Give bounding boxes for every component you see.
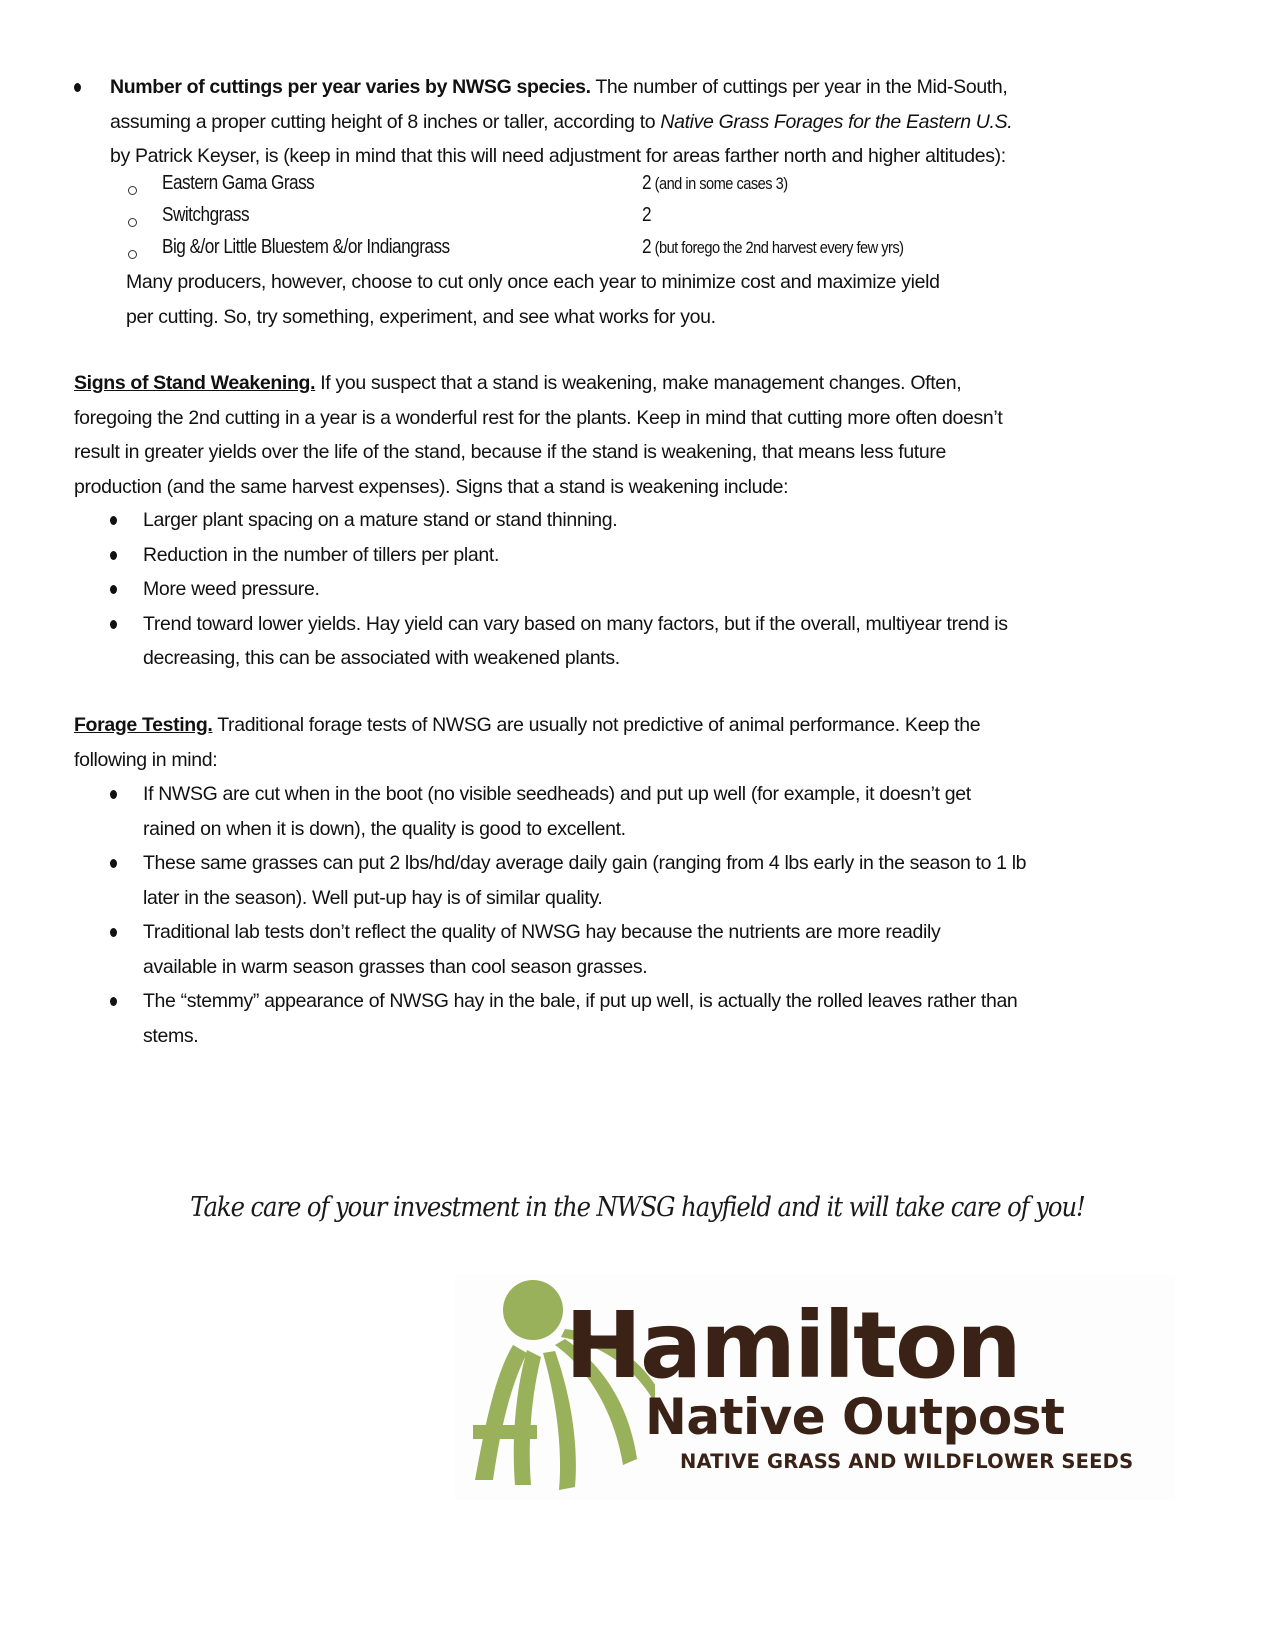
logo-tagline: NATIVE GRASS AND WILDFLOWER SEEDS [680,1450,1134,1473]
bullet-icon [110,516,117,525]
list-item-line: Larger plant spacing on a mature stand or stand thinning. [143,509,618,531]
bullet-icon [110,997,117,1006]
bullet-icon [110,928,117,937]
list-item-line: later in the season). Well put-up hay is of similar quality. [143,886,603,909]
sub-bullet-circle-icon [128,218,137,227]
species-name: Big &/or Little Bluestem &/or Indiangrass [162,236,450,258]
species-cuttings [642,236,904,259]
sub-bullet-circle-icon [128,186,137,195]
logo-name-line-1: Hamilton [565,1292,1020,1399]
bullet-icon [74,83,81,92]
cuttings-closing: Many producers, however, choose to cut only once each year to minimize cost and maximize yield per cutting. So, try something, experiment, and see what works for you. [126,271,940,328]
list-item-line: stems. [143,1024,199,1047]
list-item-line: If NWSG are cut when in the boot (no visible seedheads) and put up well (for example, it doesn’t get [143,783,971,805]
logo-name-line-2: Native Outpost [645,1388,1065,1446]
bullet-icon [110,551,117,560]
list-item-line: More weed pressure. [143,578,320,600]
cuttings-line-3: by Patrick Keyser, is (keep in mind that this will need adjustment for areas farther north and higher altitudes): [110,145,1006,167]
list-item-line: available in warm season grasses than cool season grasses. [143,955,648,978]
logo-cone [503,1280,563,1340]
weakening-paragraph: Signs of Stand Weakening. If you suspect that a stand is weakening, make management changes. Often, foregoing the 2nd cutting in a year is a wonderful rest for the plants. Keep in mind that cutting more often doesn’t result in greater yields over the life of the stand, because if the stand is weakening, that means less future production (and the same harvest expenses). Signs that a stand is weakening include: [74,372,1003,498]
species-name: Eastern Gama Grass [162,172,315,194]
bullet-icon [110,620,117,629]
cuttings-lead: Number of cuttings per year varies by NWSG species. [110,76,591,98]
species-cuttings [642,204,651,227]
list-item-line: These same grasses can put 2 lbs/hd/day average daily gain (ranging from 4 lbs early in the season to 1 lb [143,852,1027,874]
cuttings-count: 2 [642,236,652,258]
list-item-line: Reduction in the number of tillers per plant. [143,543,500,566]
book-title: Native Grass Forages for the Eastern U.S. [660,110,1013,133]
species-cuttings [642,172,788,195]
forage-heading: Forage Testing. [74,714,213,736]
species-name: Switchgrass [162,204,250,226]
cuttings-line-1: Number of cuttings per year varies by NWSG species. The number of cuttings per year in the Mid-South, [110,76,1008,98]
weakening-heading: Signs of Stand Weakening. [74,372,316,394]
cuttings-count: 2 [642,172,652,194]
list-item-line: The “stemmy” appearance of NWSG hay in the bale, if put up well, is actually the rolled leaves rather than [143,990,1018,1012]
cuttings-note: (and in some cases 3) [651,174,788,193]
bullet-icon [110,585,117,594]
list-item-line: Traditional lab tests don’t reflect the quality of NWSG hay because the nutrients are more readily [143,921,941,943]
bullet-icon [110,859,117,868]
closing-quote: Take care of your investment in the NWSG hayfield and it will take care of you! [190,1192,1085,1223]
logo-h-bar [473,1425,537,1439]
cuttings-line-2: assuming a proper cutting height of 8 inches or taller, according to Native Grass Forages for the Eastern U.S. [110,110,1013,133]
cuttings-count: 2 [642,204,652,226]
list-item-line: decreasing, this can be associated with weakened plants. [143,647,620,669]
list-item-line: Trend toward lower yields. Hay yield can vary based on many factors, but if the overall, multiyear trend is [143,612,1008,635]
list-item-line: rained on when it is down), the quality is good to excellent. [143,817,626,840]
forage-paragraph: Forage Testing. Traditional forage tests of NWSG are usually not predictive of animal performance. Keep the following in mind: [74,714,981,771]
bullet-icon [110,790,117,799]
sub-bullet-circle-icon [128,250,137,259]
cuttings-note: (but forego the 2nd harvest every few yrs) [651,238,904,257]
